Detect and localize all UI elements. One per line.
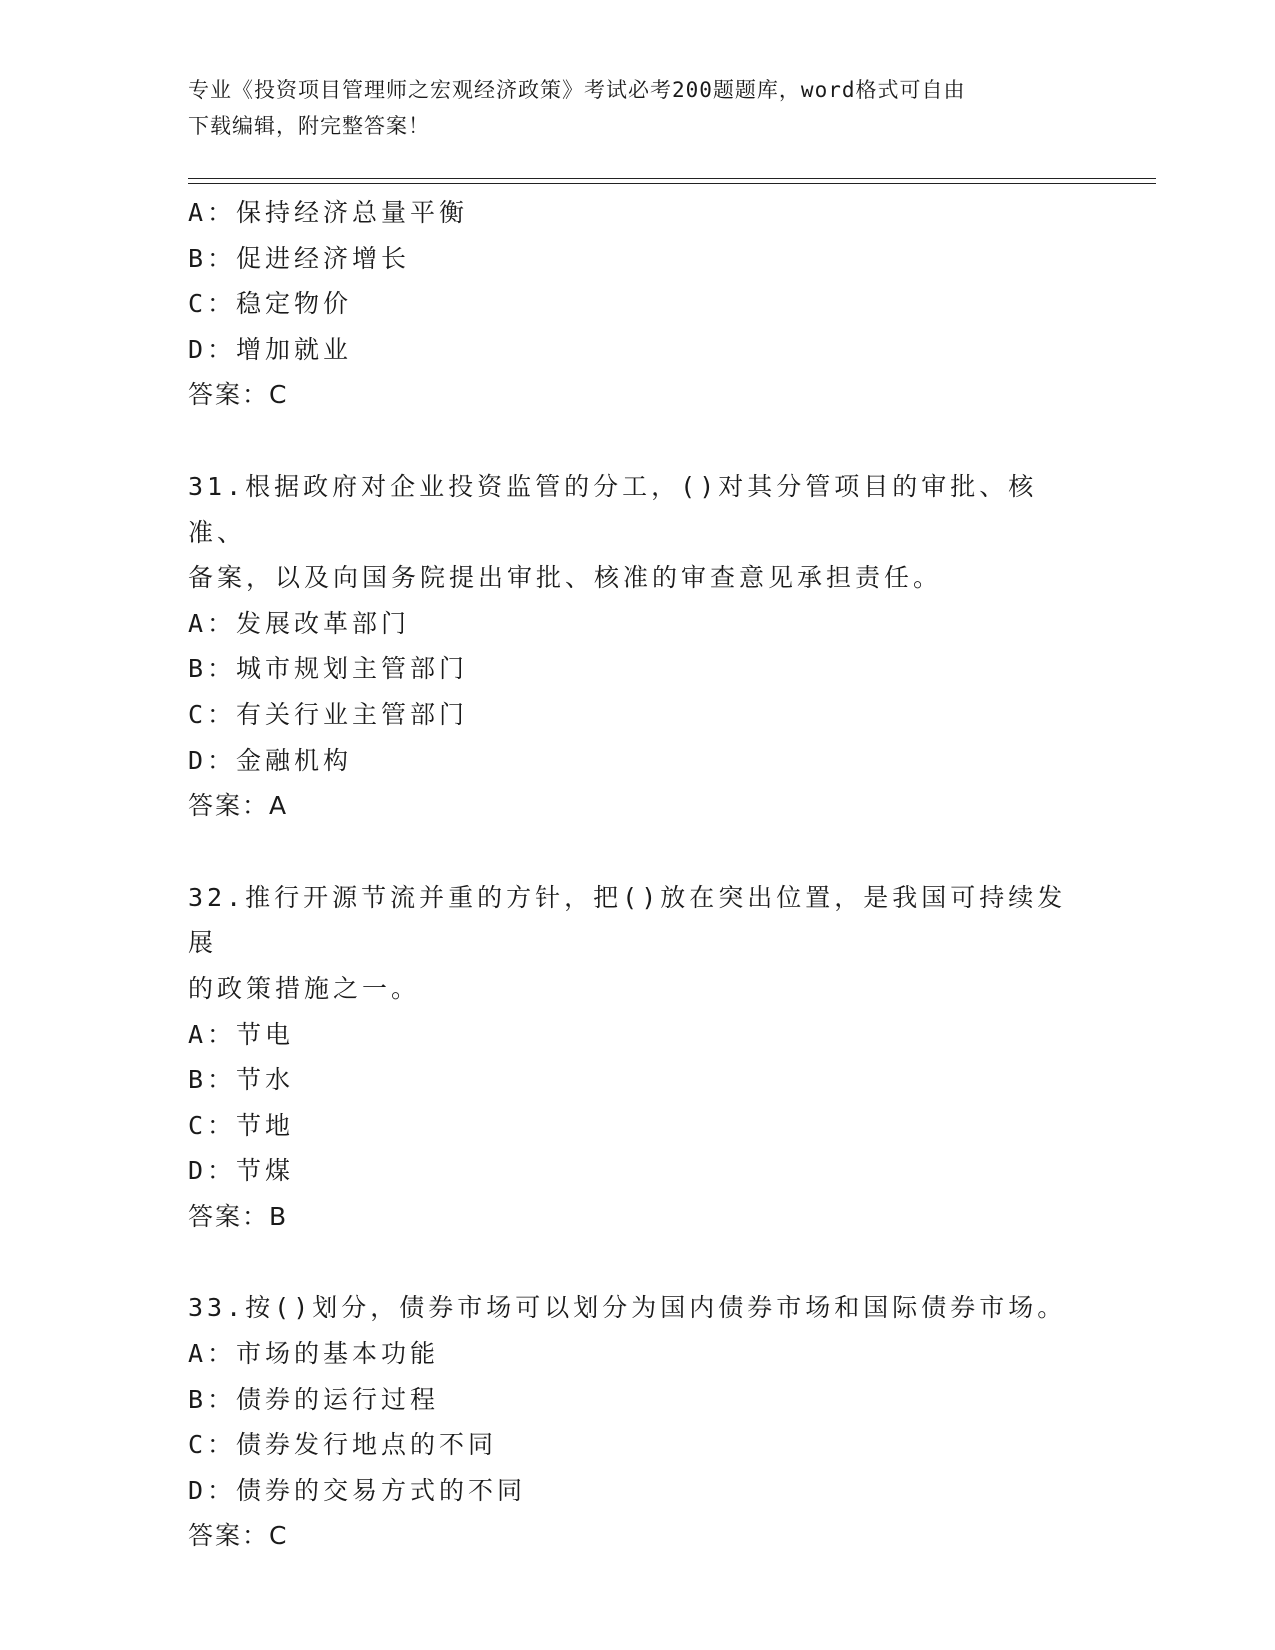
question-stem-line: 的政策措施之一。 [188, 973, 421, 1003]
header-divider-bottom [188, 183, 1156, 184]
question-spacer [188, 1239, 1088, 1285]
question-stem-line: 33.按()划分，债券市场可以划分为国内债券市场和国际债券市场。 [188, 1293, 1067, 1323]
question-32 [188, 875, 1088, 1240]
intro-line-1: 专业《投资项目管理师之宏观经济政策》考试必考200题题库，word格式可自由 [188, 78, 966, 102]
question-stem [188, 464, 1088, 601]
answer-line: 答案：A [188, 791, 289, 821]
header-divider-top [188, 178, 1156, 179]
option-a: A：发展改革部门 [188, 608, 411, 638]
option-d: D：债券的交易方式的不同 [188, 1475, 527, 1505]
intro-line-2: 下载编辑，附完整答案！ [188, 114, 430, 138]
option-c: C：债券发行地点的不同 [188, 1430, 498, 1460]
question-33 [188, 1285, 1088, 1559]
option-d: D：金融机构 [188, 745, 353, 775]
question-stem-line: 31.根据政府对企业投资监管的分工，()对其分管项目的审批、核准、 [188, 471, 1038, 547]
document-intro [188, 72, 1068, 144]
option-a: A：节电 [188, 1019, 295, 1049]
question-30-partial [188, 190, 1088, 418]
option-b: B：债券的运行过程 [188, 1384, 440, 1414]
question-stem [188, 1285, 1088, 1331]
question-stem-line: 32.推行开源节流并重的方针，把()放在突出位置，是我国可持续发展 [188, 882, 1067, 958]
question-list [188, 190, 1088, 1559]
question-spacer [188, 418, 1088, 464]
option-d: D：节煤 [188, 1156, 295, 1186]
option-c: C：节地 [188, 1110, 295, 1140]
answer-line: 答案：C [188, 380, 289, 410]
option-c: C：稳定物价 [188, 289, 353, 319]
option-b: B：促进经济增长 [188, 243, 411, 273]
option-a: A：保持经济总量平衡 [188, 198, 469, 227]
question-spacer [188, 829, 1088, 875]
question-stem-line: 备案，以及向国务院提出审批、核准的审查意见承担责任。 [188, 563, 943, 593]
question-31 [188, 464, 1088, 829]
answer-line: 答案：C [188, 1521, 289, 1551]
option-a: A：市场的基本功能 [188, 1339, 440, 1369]
answer-line: 答案：B [188, 1201, 289, 1231]
question-stem [188, 875, 1088, 1012]
option-b: B：城市规划主管部门 [188, 654, 469, 684]
option-d: D：增加就业 [188, 334, 353, 364]
option-b: B：节水 [188, 1065, 295, 1095]
option-c: C：有关行业主管部门 [188, 699, 469, 729]
